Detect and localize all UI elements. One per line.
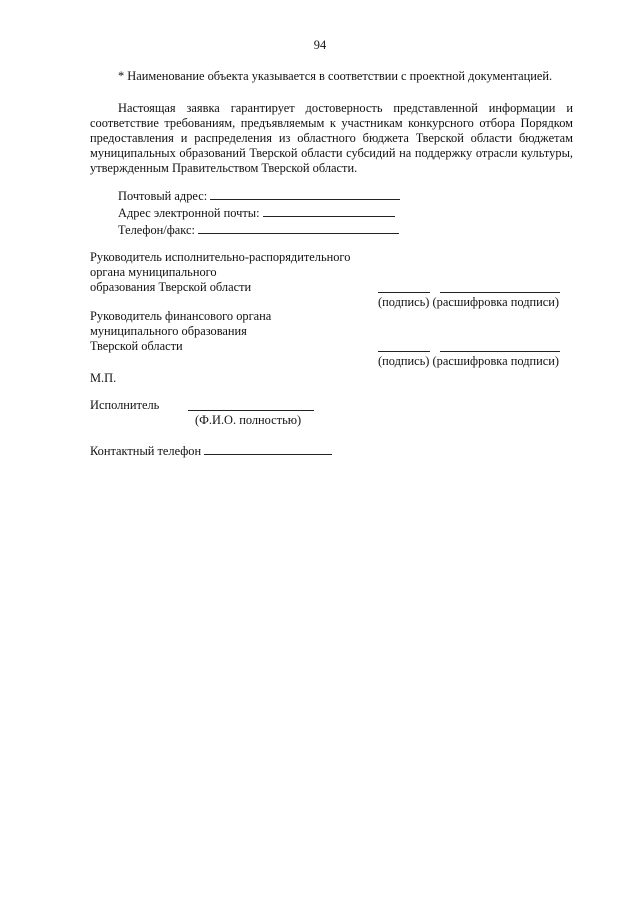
contact-fields bbox=[118, 188, 400, 239]
head-executive-block bbox=[90, 250, 350, 295]
head-financial-line: муниципального образования bbox=[90, 324, 247, 338]
email-label: Адрес электронной почты: bbox=[118, 206, 260, 220]
phone-fax-label: Телефон/факс: bbox=[118, 223, 195, 237]
guarantee-line: утвержденным Правительством Тверской области. bbox=[90, 161, 358, 175]
head-executive-signature-line[interactable] bbox=[378, 292, 430, 293]
executor-field-line[interactable] bbox=[188, 410, 314, 411]
guarantee-paragraph bbox=[90, 101, 573, 176]
head-financial-name-line[interactable] bbox=[440, 351, 560, 352]
guarantee-line: Настоящая заявка гарантирует достоверность представленной информации и bbox=[118, 101, 573, 115]
phone-fax-row bbox=[118, 222, 400, 239]
head-financial-line: Тверской области bbox=[90, 339, 183, 353]
postal-address-label: Почтовый адрес: bbox=[118, 189, 208, 203]
postal-address-field-line[interactable] bbox=[210, 188, 400, 200]
head-financial-signature-line[interactable] bbox=[378, 351, 430, 352]
email-row bbox=[118, 205, 400, 222]
contact-phone-field-line[interactable] bbox=[204, 443, 332, 455]
footnote: * Наименование объекта указывается в соответствии с проектной документацией. bbox=[118, 69, 553, 83]
phone-fax-field-line[interactable] bbox=[198, 222, 399, 234]
postal-address-row bbox=[118, 188, 400, 205]
guarantee-line: соответствие требованиям, предъявляемым к участникам конкурсного отбора Порядком bbox=[90, 116, 573, 130]
head-executive-line: Руководитель исполнительно-распорядительного bbox=[90, 250, 351, 264]
contact-phone-label: Контактный телефон bbox=[90, 444, 202, 458]
head-financial-signature-caption: (подпись) (расшифровка подписи) bbox=[378, 354, 560, 368]
head-executive-line: органа муниципального bbox=[90, 265, 217, 279]
stamp-place: М.П. bbox=[90, 371, 117, 385]
head-executive-name-line[interactable] bbox=[440, 292, 560, 293]
executor-label: Исполнитель bbox=[90, 398, 160, 412]
page-number: 94 bbox=[313, 38, 327, 52]
guarantee-line: муниципальных образований Тверской области субсидий на поддержку отрасли культуры, bbox=[90, 146, 573, 160]
guarantee-line: предоставления и распределения из областного бюджета Тверской области бюджетам bbox=[90, 131, 573, 145]
head-financial-block bbox=[90, 309, 271, 354]
executor-caption: (Ф.И.О. полностью) bbox=[195, 413, 302, 427]
head-executive-line: образования Тверской области bbox=[90, 280, 252, 294]
head-financial-line: Руководитель финансового органа bbox=[90, 309, 272, 323]
head-executive-signature-caption: (подпись) (расшифровка подписи) bbox=[378, 295, 560, 309]
contact-phone-row bbox=[90, 443, 332, 459]
email-field-line[interactable] bbox=[263, 205, 395, 217]
